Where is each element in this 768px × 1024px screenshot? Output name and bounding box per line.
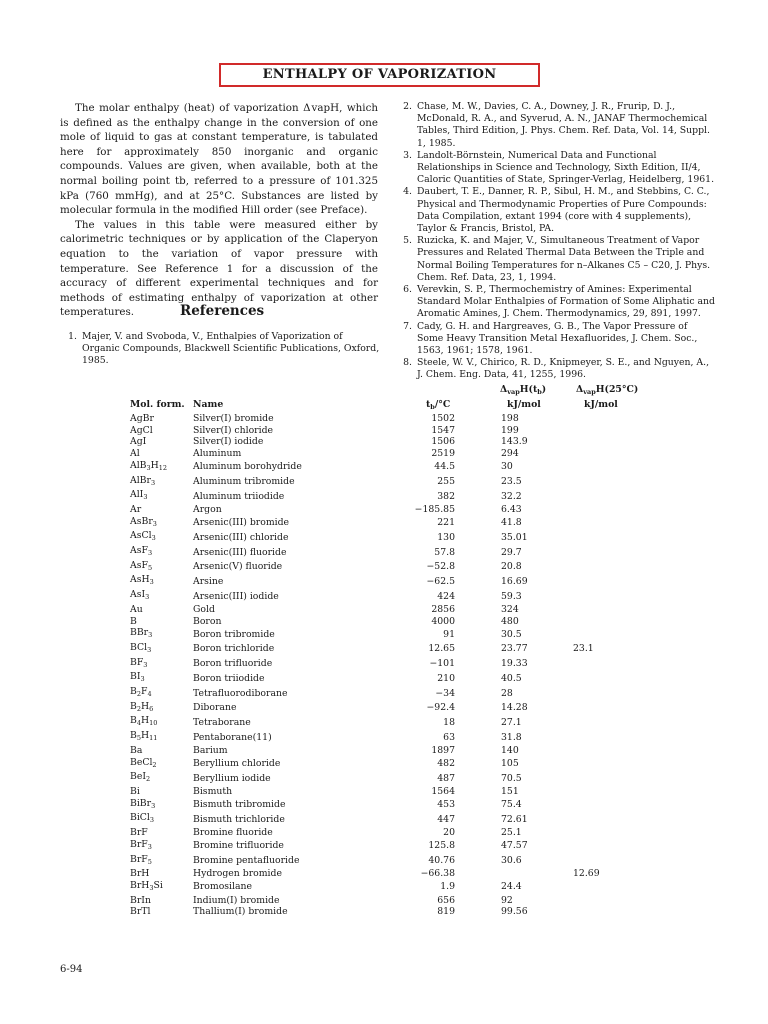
formula-cell: AsH$_3$ (130, 574, 154, 587)
hvap-tb-cell: 47.57 (501, 840, 528, 852)
name-cell: Aluminum (193, 448, 242, 460)
table-row (130, 671, 633, 686)
name-cell: Bromine fluoride (193, 827, 273, 839)
formula-cell: AlBr$_3$ (130, 474, 156, 487)
table-row (130, 868, 633, 880)
reference-item (60, 331, 380, 368)
table-row (130, 906, 633, 918)
hvap-25-cell (573, 686, 633, 701)
name-cell: Hydrogen bromide (193, 868, 282, 880)
name-cell: Boron (193, 615, 222, 627)
hvap-tb-cell: 27.1 (501, 716, 522, 728)
hvap-25-cell: 23.1 (573, 643, 594, 655)
tb-cell: 1506 (431, 436, 455, 448)
hvap-tb-cell: 99.56 (501, 906, 528, 918)
tb-cell: 20 (443, 827, 455, 839)
hvap-25-cell (573, 436, 633, 448)
name-cell: Silver(I) bromide (193, 413, 274, 424)
table-row (130, 771, 633, 786)
tb-cell: 447 (437, 813, 455, 825)
hvap-25-cell (573, 701, 633, 716)
hvap-tb-cell: 92 (501, 894, 513, 906)
hvap-25-cell (573, 425, 633, 437)
hvap-tb-cell: 30.5 (501, 628, 522, 640)
formula-cell: BrF (130, 827, 148, 839)
column-header-name: Name (193, 399, 224, 410)
tb-cell: −52.8 (426, 561, 455, 573)
tb-cell: 57.8 (434, 546, 455, 558)
formula-cell: BrH (130, 868, 150, 880)
column-header-tb: $t_b/^\circ C$ (426, 399, 451, 411)
hvap-tb-cell: 40.5 (501, 672, 522, 684)
table-row (130, 715, 633, 730)
tb-cell: 4000 (431, 615, 455, 627)
tb-cell: −185.85 (414, 503, 455, 515)
table-row (130, 827, 633, 839)
hvap-25-cell (573, 671, 633, 686)
reference-number: 8. (403, 357, 412, 369)
hvap-25-cell (573, 854, 633, 869)
data-table-body (130, 413, 633, 918)
formula-cell: $AlB_3H_{12}$ (130, 459, 168, 472)
data-table (130, 413, 633, 918)
table-row (130, 786, 633, 798)
name-cell: Diborane (193, 702, 237, 714)
name-cell: Bismuth trichloride (193, 813, 285, 825)
name-cell: Beryllium chloride (193, 758, 281, 770)
hvap-tb-cell: 140 (501, 744, 519, 756)
tb-cell: 12.65 (428, 643, 455, 655)
tb-cell: 2856 (431, 603, 455, 615)
hvap-tb-cell: 23.5 (501, 476, 522, 488)
formula-cell: Ba (130, 744, 143, 756)
name-cell: Bismuth tribromide (193, 799, 286, 811)
tb-cell: 487 (437, 772, 455, 784)
tb-cell: 255 (437, 476, 455, 488)
table-row (130, 448, 633, 460)
hvap-tb-cell: 32.2 (501, 490, 522, 502)
tb-cell: −101 (429, 658, 455, 670)
tb-cell: 453 (437, 799, 455, 811)
hvap-tb-cell: 25.1 (501, 827, 522, 839)
hvap-25-cell (573, 504, 633, 516)
references-list-left (60, 331, 380, 368)
tb-cell: 2519 (431, 448, 455, 460)
hvap-25-cell (573, 475, 633, 490)
name-cell: Arsenic(V) fluoride (193, 561, 283, 573)
reference-item (395, 357, 715, 381)
hvap-tb-cell: 24.4 (501, 881, 522, 893)
hvap-25-cell (573, 460, 633, 475)
reference-number: 5. (403, 235, 412, 247)
tb-cell: 210 (437, 672, 455, 684)
formula-cell: BrF$_3$ (130, 838, 152, 851)
table-row (130, 425, 633, 437)
hvap-tb-cell: 480 (501, 615, 519, 627)
reference-number: 2. (403, 101, 412, 112)
table-row (130, 657, 633, 672)
name-cell: Bismuth (193, 785, 233, 797)
formula-cell: BiCl$_3$ (130, 812, 155, 825)
tb-cell: 63 (443, 731, 455, 743)
name-cell: Silver(I) iodide (193, 436, 264, 448)
formula-cell: AsI$_3$ (130, 589, 150, 602)
formula-cell: AgBr (130, 413, 154, 424)
hvap-tb-cell: 20.8 (501, 561, 522, 573)
tb-cell: 125.8 (428, 840, 455, 852)
table-row (130, 460, 633, 475)
hvap-25-cell (573, 839, 633, 854)
hvap-25-cell: 12.69 (573, 868, 600, 880)
reference-text: Cady, G. H. and Hargreaves, G. B., The Vapor Pressure of Some Heavy Transition Metal Hexafluorides, J. Chem. Soc., 1563, 1961; 1578, 1961. (417, 320, 698, 357)
hvap-25-cell (573, 786, 633, 798)
name-cell: Thallium(I) bromide (193, 906, 288, 918)
hvap-tb-cell: 28 (501, 687, 513, 699)
hvap-25-cell (573, 798, 633, 813)
hvap-25-cell (573, 604, 633, 616)
formula-cell: AlI$_3$ (130, 489, 148, 502)
name-cell: Arsine (193, 575, 224, 587)
formula-cell: BCl$_3$ (130, 641, 152, 654)
formula-cell: BeCl$_2$ (130, 756, 157, 769)
formula-cell: B (130, 615, 137, 627)
hvap-tb-cell: 30.6 (501, 855, 522, 866)
reference-text: Daubert, T. E., Danner, R. P., Sibul, H. M., and Stebbins, C. C., Physical and Thermodynamic Properties of Pure Compounds: Data Compilation, extant 1994 (core with 4 supplements), Taylor & Francis, Bristol, PA. (417, 186, 710, 235)
reference-item (395, 101, 715, 150)
name-cell: Indium(I) bromide (193, 894, 280, 906)
hvap-25-cell (573, 827, 633, 839)
name-cell: Bromine trifluoride (193, 840, 284, 852)
hvap-tb-cell: 23.77 (501, 643, 528, 655)
hvap-25-cell (573, 530, 633, 545)
table-row (130, 504, 633, 516)
reference-number: 6. (403, 284, 412, 296)
table-row (130, 616, 633, 628)
formula-cell: $BI_3$ (130, 671, 145, 684)
hvap-tb-cell: 59.3 (501, 590, 522, 602)
table-row (130, 798, 633, 813)
reference-number: 1. (68, 331, 77, 342)
hvap-25-cell (573, 489, 633, 504)
hvap-25-cell (573, 745, 633, 757)
table-row (130, 745, 633, 757)
name-cell: Tetraborane (193, 716, 251, 728)
hvap-25-cell (573, 616, 633, 628)
formula-cell: AsBr$_3$ (130, 515, 157, 528)
tb-cell: 819 (437, 906, 455, 918)
name-cell: Barium (193, 744, 228, 756)
formula-cell: AsF$_5$ (130, 559, 153, 572)
hvap-25-cell (573, 715, 633, 730)
reference-text: Majer, V. and Svoboda, V., Enthalpies of Vaporization of Organic Compounds, Blackwell Scientific Publications, Oxford, 1985. (82, 331, 380, 367)
reference-item (395, 235, 715, 284)
reference-number: 3. (403, 149, 412, 161)
formula-cell: Bi (130, 785, 140, 797)
table-row (130, 880, 633, 895)
hvap-25-cell (573, 574, 633, 589)
formula-cell: Au (130, 603, 143, 615)
intro-paragraph-1: The molar enthalpy (heat) of vaporization Δ vapH, which is defined as the enthalpy change in the conversion of one mole of liquid to gas at constant temperature, is tabulated here for approximately 850 inorganic and organic compounds. Values are given, when available, both at the normal boiling point tb, referred to a pressure of 101.325 kPa (760 mmHg), and at 25°C. Substances are listed by molecular formula in the modified Hill order (see Preface). (60, 102, 378, 217)
column-header-hvap-25-top: $\Delta_{vap}H(25^\circ C)$ (576, 384, 639, 396)
name-cell: Gold (193, 603, 215, 615)
hvap-tb-cell: 324 (501, 603, 519, 615)
formula-cell: BeI$_2$ (130, 771, 151, 784)
name-cell: Bromine pentafluoride (193, 855, 300, 866)
tb-cell: 1564 (431, 785, 455, 797)
hvap-25-cell (573, 448, 633, 460)
name-cell: Aluminum borohydride (193, 461, 302, 473)
hvap-tb-cell: 6.43 (501, 503, 522, 515)
name-cell: Boron trichloride (193, 643, 275, 655)
column-header-formula: Mol. form. (130, 399, 185, 410)
tb-cell: 656 (437, 894, 455, 906)
name-cell: Arsenic(III) bromide (193, 517, 290, 529)
hvap-tb-cell: 14.28 (501, 702, 528, 714)
hvap-tb-cell: 19.33 (501, 658, 528, 670)
formula-cell: AgCl (130, 424, 153, 436)
table-row (130, 701, 633, 716)
table-row (130, 854, 633, 869)
name-cell: Tetrafluorodiborane (193, 687, 288, 699)
tb-cell: 18 (443, 716, 455, 728)
name-cell: Pentaborane(11) (193, 731, 272, 743)
formula-cell: BBr$_3$ (130, 627, 153, 640)
name-cell: Arsenic(III) chloride (193, 531, 289, 543)
formula-cell: Al (130, 448, 140, 460)
table-row (130, 574, 633, 589)
column-header-hvap-tb-top: $\Delta_{vap}H(t_b)$ (500, 384, 547, 396)
formula-cell: $BF_3$ (130, 656, 148, 669)
tb-cell: 1547 (431, 424, 455, 436)
hvap-25-cell (573, 560, 633, 575)
hvap-25-cell (573, 589, 633, 604)
reference-item (395, 284, 715, 321)
hvap-25-cell (573, 906, 633, 918)
tb-cell: 44.5 (434, 461, 455, 473)
tb-cell: 1897 (431, 744, 455, 756)
hvap-tb-cell: 105 (501, 758, 519, 770)
name-cell: Boron tribromide (193, 628, 275, 640)
formula-cell: Ar (130, 503, 142, 515)
formula-cell: AsCl$_3$ (130, 530, 156, 543)
page-title: ENTHALPY OF VAPORIZATION (219, 63, 540, 87)
hvap-tb-cell: 29.7 (501, 546, 522, 558)
formula-cell: $B_2H_6$ (130, 700, 154, 713)
table-row (130, 589, 633, 604)
hvap-tb-cell: 30 (501, 461, 513, 473)
tb-cell: 382 (437, 490, 455, 502)
reference-number: 4. (403, 186, 412, 198)
name-cell: Bromosilane (193, 881, 253, 893)
tb-cell: −66.38 (420, 868, 455, 880)
reference-text: Steele, W. V., Chirico, R. D., Knipmeyer, S. E., and Nguyen, A., J. Chem. Eng. Data, 41, 1255, 1996. (417, 357, 710, 381)
formula-cell: $B_4H_{10}$ (130, 715, 158, 728)
hvap-25-cell (573, 730, 633, 745)
tb-cell: 424 (437, 590, 455, 602)
hvap-tb-cell: 72.61 (501, 813, 528, 825)
table-row (130, 516, 633, 531)
table-row (130, 604, 633, 616)
table-row (130, 642, 633, 657)
hvap-tb-cell: 31.8 (501, 731, 522, 743)
references-heading: References (180, 303, 265, 319)
hvap-tb-cell: 198 (501, 413, 519, 424)
name-cell: Aluminum tribromide (193, 476, 295, 488)
tb-cell: 221 (437, 517, 455, 529)
name-cell: Aluminum triiodide (193, 490, 285, 502)
hvap-tb-cell: 294 (501, 448, 519, 460)
tb-cell: 91 (443, 628, 455, 640)
formula-cell: BrF$_5$ (130, 853, 152, 866)
reference-item (395, 150, 715, 187)
name-cell: Boron triiodide (193, 672, 265, 684)
tb-cell: 482 (437, 758, 455, 770)
formula-cell: AsF$_3$ (130, 545, 153, 558)
hvap-25-cell (573, 812, 633, 827)
tb-cell: −92.4 (426, 702, 455, 714)
intro-text (60, 101, 378, 320)
intro-paragraph-2: The values in this table were measured either by calorimetric techniques or by application of the Claperyon equation to the variation of vapor pressure with temperature. See Reference 1 for a discussion of the accuracy of different experimental techniques and for methods of estimating enthalpy of vaporization at other temperatures. (60, 218, 378, 319)
hvap-tb-cell (483, 868, 573, 880)
reference-text: Ruzicka, K. and Majer, V., Simultaneous Treatment of Vapor Pressures and Related Thermal Data Between the Triple and Normal Boiling Temperatures for n–Alkanes C5 – C20, J. Phys. Chem. Ref. Data, 23, 1, 1994. (417, 235, 711, 283)
table-row (130, 489, 633, 504)
hvap-25-cell (573, 545, 633, 560)
formula-cell: BrTl (130, 906, 151, 918)
hvap-tb-cell: 151 (501, 785, 519, 797)
table-row (130, 730, 633, 745)
tb-cell: 40.76 (428, 855, 455, 866)
table-row (130, 839, 633, 854)
hvap-25-cell (573, 413, 633, 425)
table-row (130, 757, 633, 772)
formula-cell: BrIn (130, 894, 151, 906)
table-row (130, 436, 633, 448)
tb-cell: 1502 (431, 413, 455, 424)
reference-item (395, 186, 715, 235)
table-row (130, 686, 633, 701)
column-header-hvap-tb-unit: kJ/mol (507, 399, 541, 410)
table-row (130, 413, 633, 425)
name-cell: Silver(I) chloride (193, 424, 274, 436)
hvap-tb-cell: 35.01 (501, 531, 528, 543)
tb-cell: −62.5 (426, 575, 455, 587)
page-number: 6-94 (60, 964, 83, 975)
table-row (130, 560, 633, 575)
table-row (130, 545, 633, 560)
formula-cell: $B_2F_4$ (130, 686, 152, 699)
hvap-25-cell (573, 516, 633, 531)
name-cell: Arsenic(III) fluoride (193, 546, 287, 558)
hvap-tb-cell: 143.9 (501, 436, 528, 448)
reference-text: Chase, M. W., Davies, C. A., Downey, J. R., Frurip, D. J., McDonald, R. A., and Syverud, A. N., JANAF Thermochemical Tables, Third Edition, J. Phys. Chem. Ref. Data, Vol. 14, Suppl. 1, 1985. (417, 101, 710, 149)
name-cell: Argon (193, 503, 222, 515)
hvap-25-cell (573, 627, 633, 642)
table-row (130, 895, 633, 907)
reference-text: Verevkin, S. P., Thermochemistry of Amines: Experimental Standard Molar Enthalpies of Formation of Some Aliphatic and Aromatic Amines, J. Chem. Thermodynamics, 29, 891, 1997. (417, 284, 715, 320)
reference-text: Landolt-Börnstein, Numerical Data and Functional Relationships in Science and Technology, Sixth Edition, II/4, Caloric Quantities of State, Springer-Verlag, Heidelberg, 1961. (417, 149, 715, 186)
name-cell: Beryllium iodide (193, 772, 271, 784)
formula-cell: AgI (130, 436, 147, 448)
hvap-tb-cell: 199 (501, 424, 519, 436)
tb-cell: 130 (437, 531, 455, 543)
hvap-25-cell (573, 771, 633, 786)
hvap-25-cell (573, 880, 633, 895)
name-cell: Arsenic(III) iodide (193, 590, 279, 602)
hvap-tb-cell: 70.5 (501, 772, 522, 784)
hvap-25-cell (573, 757, 633, 772)
references-list-right (395, 101, 715, 382)
hvap-25-cell (573, 657, 633, 672)
tb-cell: −34 (435, 687, 455, 699)
formula-cell: BiBr$_3$ (130, 797, 156, 810)
column-header-hvap-25-unit: kJ/mol (584, 399, 618, 410)
tb-cell: 1.9 (440, 881, 455, 893)
hvap-tb-cell: 75.4 (501, 799, 522, 811)
hvap-tb-cell: 16.69 (501, 575, 528, 587)
table-row (130, 530, 633, 545)
table-row (130, 812, 633, 827)
reference-item (395, 321, 715, 358)
formula-cell: BrH$_3$Si (130, 879, 163, 892)
reference-number: 7. (403, 320, 412, 332)
hvap-tb-cell: 41.8 (501, 517, 522, 529)
table-row (130, 475, 633, 490)
table-row (130, 627, 633, 642)
formula-cell: $B_5H_{11}$ (130, 730, 158, 743)
hvap-25-cell (573, 895, 633, 907)
name-cell: Boron trifluoride (193, 658, 273, 670)
